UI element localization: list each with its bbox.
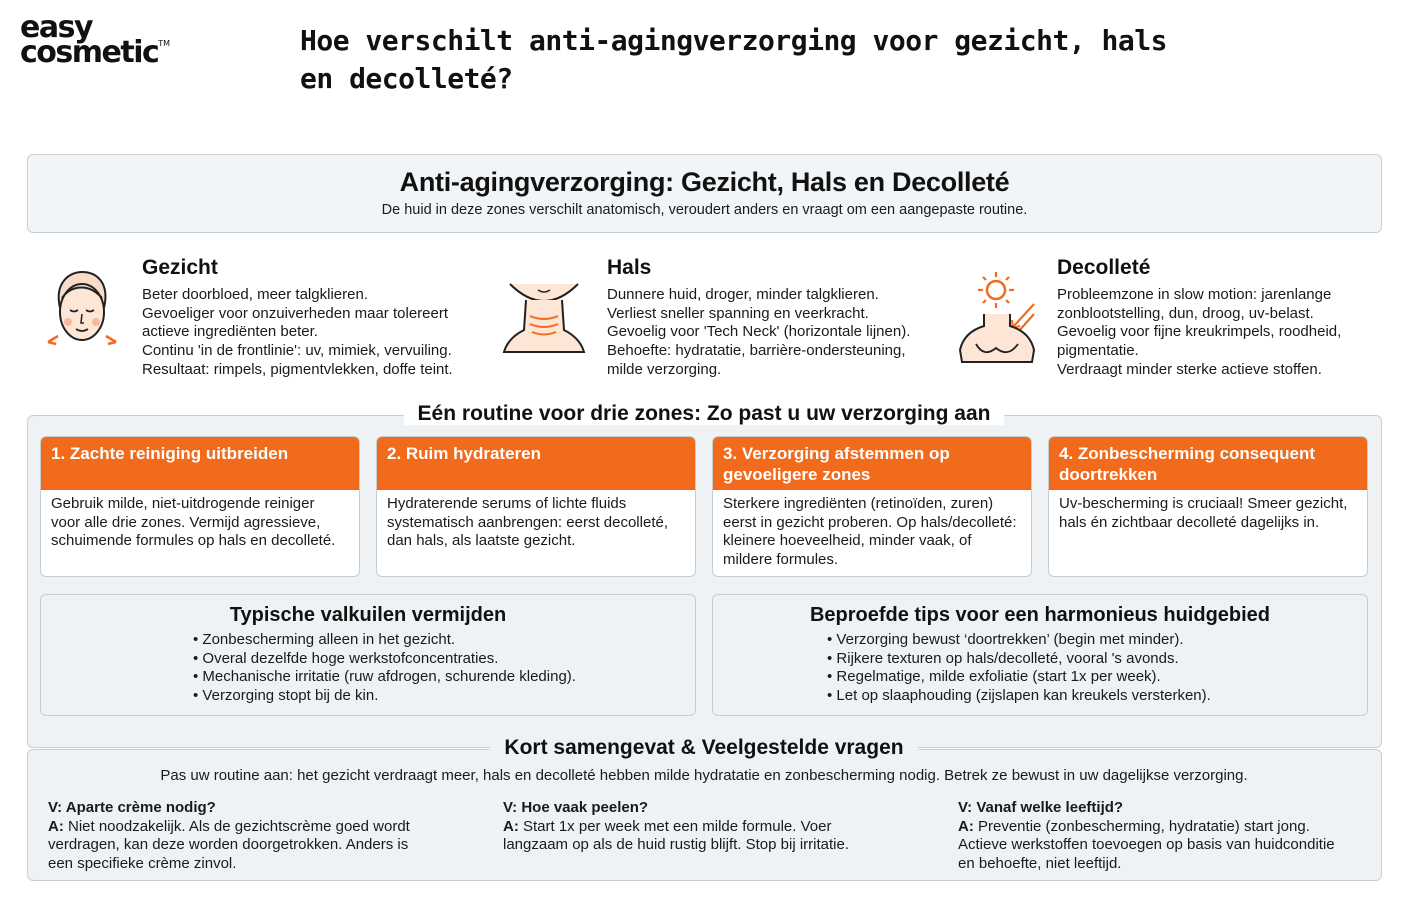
routine-step-title-line: 3. Verzorging afstemmen op [723,444,950,463]
zone-decollete-line: Probleemzone in slow motion: jarenlange [1057,286,1332,303]
pitfall-item: • Mechanische irritatie (ruw afdrogen, schurende kleding). [193,668,695,687]
faq-answer-line: verdragen, kan deze worden doorgetrokken. Anders is [48,836,409,854]
faq-answer-line: Actieve werkstoffen toevoegen op basis van huidconditie [958,836,1335,854]
faq-answer-line: Start 1x per week met een milde formule. Voer [518,817,832,835]
faq-answer-line: Niet noodzakelijk. Als de gezichtscrème goed wordt [63,817,410,835]
routine-step-title [1049,437,1367,490]
face-icon [44,268,120,350]
zone-decollete-line: zonblootstelling, dun, droog, uv-belast. [1057,304,1314,322]
faq-item [48,799,410,874]
logo-trademark: TM [158,38,171,48]
logo-line-2 [20,34,171,70]
tips-title: Beproefde tips voor een harmonieus huidgebied [809,604,1271,626]
faq-question: V: Hoe vaak peelen? [503,799,649,816]
routine-step-body-line: Uv-bescherming is cruciaal! Smeer gezicht, [1059,495,1348,512]
routine-step-body-line: hals én zichtbaar decolleté dagelijks in. [1059,513,1320,531]
routine-step-title [41,437,359,490]
routine-step-title-line: gevoeligere zones [723,465,871,484]
faq-answer-label: A: [958,817,974,835]
tip-item: • Verzorging bewust ‘doortrekken’ (begin met minder). [827,631,1367,650]
faq-answer-line: een specifieke crème zinvol. [48,855,237,873]
banner-subtitle: De huid in deze zones verschilt anatomisch, veroudert anders en vraagt om een aangepaste routine. [381,202,1028,218]
zone-face-line: Continu 'in de frontlinie': uv, mimiek, vervuiling. [142,342,452,360]
logo-word: cosmetic [20,34,159,70]
summary-text: Pas uw routine aan: het gezicht verdraagt meer, hals en decolleté hebben milde hydratatie en zonbescherming nodig. Betrek ze bewust in uw dagelijkse verzorging. [160,767,1248,784]
routine-step-title [377,437,695,490]
routine-step-body [41,490,359,551]
zone-neck-line: Behoefte: hydratatie, barrière-ondersteuning, [607,342,906,360]
faq-question: V: Aparte crème nodig? [48,799,216,816]
pitfall-item: • Verzorging stopt bij de kin. [193,687,695,706]
routine-step-title-line: 4. Zonbescherming consequent [1059,444,1315,463]
faq-question: V: Vanaf welke leeftijd? [958,799,1124,816]
zone-decollete-line: pigmentatie. [1057,342,1139,360]
routine-step-body-line: systematisch aanbrengen: eerst decolleté, [387,513,668,531]
brand-logo[interactable] [20,10,171,70]
faq-answer-line: Preventie (zonbescherming, hydratatie) start jong. [973,817,1310,835]
faq-answer-line: en behoefte, niet leeftijd. [958,855,1122,873]
neck-icon [500,282,588,354]
faq-item [503,799,849,855]
zone-neck-line: Verliest sneller spanning en veerkracht. [607,304,869,322]
routine-step-card [376,436,696,577]
tips-panel [712,594,1368,716]
faq-answer-label: A: [48,817,64,835]
routine-step-title-line: 2. Ruim hydrateren [387,444,541,463]
routine-step-title-line: doortrekken [1059,465,1158,484]
pitfall-item: • Zonbescherming alleen in het gezicht. [193,631,695,650]
zone-neck-line: Dunnere huid, droger, minder talgklieren. [607,286,879,303]
zone-face-line: Resultaat: rimpels, pigmentvlekken, doffe teint. [142,360,453,378]
zone-face [142,256,453,380]
faq-answer-line: langzaam op als de huid rustig blijft. Stop bij irritatie. [503,836,850,854]
zone-neck-title: Hals [607,256,652,279]
tip-item: • Rijkere texturen op hals/decolleté, vooral 's avonds. [827,650,1367,669]
faq-item [958,799,1335,874]
intro-banner [27,154,1382,233]
routine-step-card [712,436,1032,577]
tip-item: • Let op slaaphouding (zijslapen kan kreukels versterken). [827,687,1367,706]
decollete-sun-icon [954,268,1040,364]
routine-heading-text: Eén routine voor drie zones: Zo past u uw verzorging aan [404,402,1005,425]
pitfall-item: • Overal dezelfde hoge werkstofconcentraties. [193,650,695,669]
zone-face-line: actieve ingrediënten beter. [142,323,318,341]
zone-decollete-line: Verdraagt minder sterke actieve stoffen. [1057,360,1322,378]
faq-answer-label: A: [503,817,519,835]
tip-item: • Regelmatige, milde exfoliatie (start 1x per week). [827,668,1367,687]
routine-step-body [713,490,1031,570]
logo-line-1: easy [20,10,93,45]
page-title: Hoe verschilt anti-agingverzorging voor gezicht, hals en decolleté? [300,24,1167,95]
zone-neck-line: Gevoelig voor 'Tech Neck' (horizontale lijnen). [607,323,911,341]
zone-face-line: Beter doorbloed, meer talgklieren. [142,286,368,303]
routine-step-card [40,436,360,577]
zone-decollete-title: Decolleté [1057,256,1151,279]
routine-step-card [1048,436,1368,577]
zone-face-title: Gezicht [142,256,218,279]
zone-decollete [1057,256,1341,380]
banner-title: Anti-agingverzorging: Gezicht, Hals en Decolleté [399,167,1010,197]
zone-neck [607,256,910,380]
routine-step-body-line: kleinere hoeveelheid, minder vaak, of [723,532,972,550]
routine-step-body-line: Hydraterende serums of lichte fluids [387,495,627,512]
routine-step-title-line: 1. Zachte reiniging uitbreiden [51,444,289,463]
routine-step-body-line: voor alle drie zones. Vermijd agressieve, [51,513,321,531]
routine-heading [0,402,1408,426]
zone-neck-line: milde verzorging. [607,360,722,378]
summary-heading-text: Kort samengevat & Veelgestelde vragen [490,736,917,759]
pitfalls-panel [40,594,696,716]
routine-step-body-line: mildere formules. [723,551,839,569]
routine-step-body [377,490,695,551]
routine-step-body [1049,490,1367,532]
pitfalls-title: Typische valkuilen vermijden [229,604,507,626]
zone-decollete-line: Gevoelig voor fijne kreukrimpels, roodheid, [1057,323,1342,341]
summary-heading [0,736,1408,760]
routine-step-title [713,437,1031,490]
routine-step-body-line: eerst in gezicht proberen. Op hals/decolleté: [723,513,1017,531]
routine-step-body-line: Gebruik milde, niet-uitdrogende reiniger [51,495,315,512]
routine-step-body-line: Sterkere ingrediënten (retinoïden, zuren) [723,495,994,512]
zone-face-line: Gevoeliger voor onzuiverheden maar tolereert [142,304,448,322]
routine-step-body-line: dan hals, als laatste gezicht. [387,532,576,550]
routine-step-body-line: schuimende formules op hals en decolleté. [51,532,336,550]
